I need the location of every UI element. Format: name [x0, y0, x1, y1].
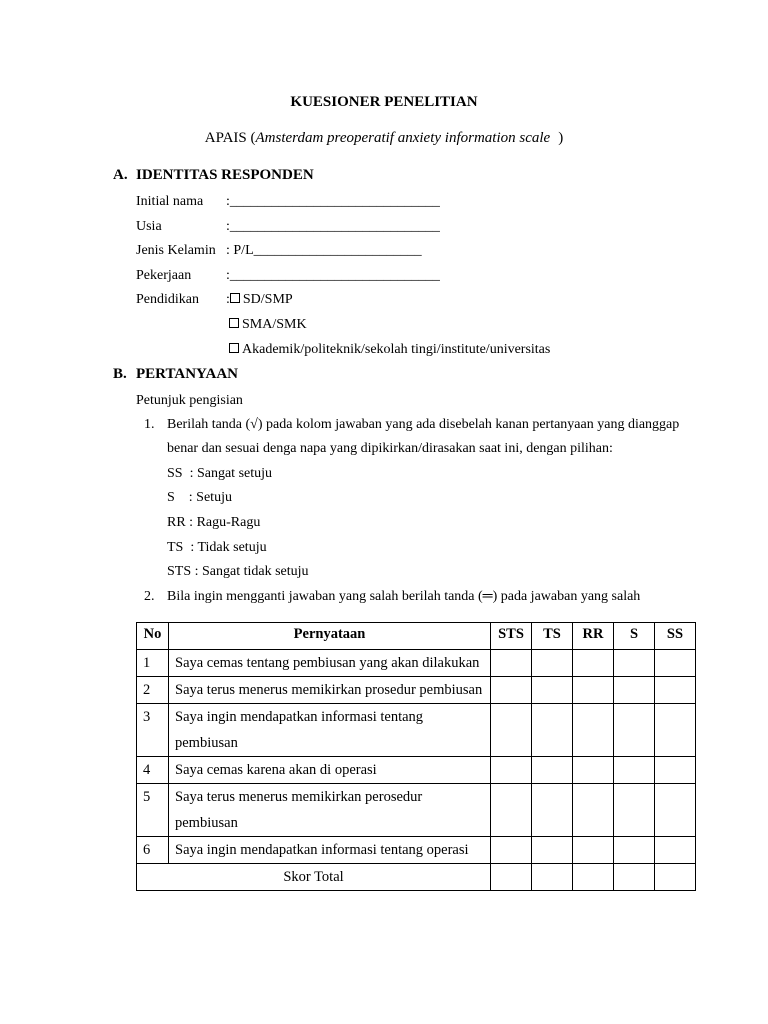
instruction-2-text: Bila ingin mengganti jawaban yang salah berilah tanda (═) pada jawaban yang salah — [167, 589, 641, 604]
education-option-2[interactable] — [229, 317, 307, 333]
table-row — [137, 837, 696, 864]
subtitle-suffix: ) — [558, 130, 564, 146]
row-number: 5 — [137, 784, 169, 837]
answer-cell-rr[interactable] — [573, 837, 614, 864]
answer-cell-ss[interactable] — [655, 704, 696, 757]
total-cell-ss[interactable] — [655, 864, 696, 891]
section-a-title: IDENTITAS RESPONDEN — [136, 167, 314, 183]
page-title: KUESIONER PENELITIAN — [290, 94, 478, 110]
field-initial-blank[interactable]: :______________________________ — [226, 194, 440, 209]
education-option-3[interactable] — [229, 342, 550, 358]
checkbox-icon[interactable] — [229, 318, 239, 328]
answer-cell-sts[interactable] — [491, 837, 532, 864]
field-label-pendidikan: Pendidikan — [136, 292, 199, 307]
education-option-1[interactable] — [226, 292, 293, 308]
row-statement-line2: pembiusan — [175, 735, 238, 751]
page-subtitle — [0, 130, 768, 147]
education-option-label: Akademik/politeknik/sekolah tingi/institute/universitas — [242, 342, 551, 357]
field-label-gender: Jenis Kelamin — [136, 243, 216, 258]
row-statement: Saya ingin mendapatkan informasi tentang operasi — [169, 837, 491, 864]
section-b-letter: B. — [113, 366, 127, 382]
row-statement: Saya cemas tentang pembiusan yang akan dilakukan — [169, 650, 491, 677]
field-label-usia: Usia — [136, 219, 162, 234]
table-row — [137, 650, 696, 677]
instruction-1-line1: Berilah tanda (√) pada kolom jawaban yang ada disebelah kanan pertanyaan yang dianggap — [167, 417, 680, 432]
education-colon: : — [226, 292, 230, 307]
row-number: 2 — [137, 677, 169, 704]
table-row — [137, 677, 696, 704]
header-ts: TS — [532, 623, 573, 650]
scale-rr: RR : Ragu-Ragu — [167, 515, 261, 530]
field-pekerjaan-blank[interactable]: :______________________________ — [226, 268, 440, 283]
row-statement: Saya terus menerus memikirkan prosedur pembiusan — [169, 677, 491, 704]
total-label: Skor Total — [137, 864, 491, 891]
education-option-label: SMA/SMK — [242, 317, 307, 332]
answer-cell-rr[interactable] — [573, 650, 614, 677]
answer-cell-ts[interactable] — [532, 784, 573, 837]
answer-cell-sts[interactable] — [491, 704, 532, 757]
field-label-pekerjaan: Pekerjaan — [136, 268, 192, 283]
answer-cell-s[interactable] — [614, 650, 655, 677]
answer-cell-ss[interactable] — [655, 837, 696, 864]
row-number: 4 — [137, 757, 169, 784]
row-statement: Saya cemas karena akan di operasi — [169, 757, 491, 784]
questionnaire-table — [136, 622, 696, 891]
education-option-label: SD/SMP — [242, 292, 293, 307]
answer-cell-rr[interactable] — [573, 704, 614, 757]
header-no: No — [137, 623, 169, 650]
row-statement-line1: Saya ingin mendapatkan informasi tentang — [175, 709, 424, 725]
subtitle-italic: Amsterdam preoperatif anxiety information scale — [255, 130, 551, 146]
answer-cell-ts[interactable] — [532, 837, 573, 864]
answer-cell-sts[interactable] — [491, 757, 532, 784]
field-usia-blank[interactable]: :______________________________ — [226, 219, 440, 234]
header-pernyataan: Pernyataan — [169, 623, 491, 650]
answer-cell-ss[interactable] — [655, 757, 696, 784]
answer-cell-rr[interactable] — [573, 784, 614, 837]
row-number: 3 — [137, 704, 169, 757]
total-cell-rr[interactable] — [573, 864, 614, 891]
total-row — [137, 864, 696, 891]
answer-cell-sts[interactable] — [491, 784, 532, 837]
scale-sts: STS : Sangat tidak setuju — [167, 564, 309, 579]
row-number: 1 — [137, 650, 169, 677]
table-row — [137, 704, 696, 757]
row-statement-line1: Saya terus menerus memikirkan perosedur — [175, 789, 423, 805]
answer-cell-ts[interactable] — [532, 757, 573, 784]
scale-ts: TS : Tidak setuju — [167, 540, 267, 555]
field-gender-blank[interactable]: : P/L________________________ — [226, 243, 422, 258]
table-row — [137, 784, 696, 837]
header-ss: SS — [655, 623, 696, 650]
row-statement — [169, 704, 491, 757]
answer-cell-s[interactable] — [614, 757, 655, 784]
header-rr: RR — [573, 623, 614, 650]
answer-cell-ts[interactable] — [532, 704, 573, 757]
answer-cell-ss[interactable] — [655, 784, 696, 837]
checkbox-icon[interactable] — [230, 293, 240, 303]
section-b-title: PERTANYAAN — [136, 366, 238, 382]
table-row — [137, 757, 696, 784]
instruction-1-line2: benar dan sesuai denga napa yang dipikirkan/dirasakan saat ini, dengan pilihan: — [167, 441, 613, 456]
answer-cell-ss[interactable] — [655, 677, 696, 704]
answer-cell-s[interactable] — [614, 704, 655, 757]
answer-cell-s[interactable] — [614, 784, 655, 837]
scale-ss: SS : Sangat setuju — [167, 466, 273, 481]
answer-cell-s[interactable] — [614, 837, 655, 864]
answer-cell-s[interactable] — [614, 677, 655, 704]
checkbox-icon[interactable] — [229, 343, 239, 353]
answer-cell-sts[interactable] — [491, 650, 532, 677]
header-s: S — [614, 623, 655, 650]
answer-cell-ss[interactable] — [655, 650, 696, 677]
answer-cell-rr[interactable] — [573, 757, 614, 784]
instructions-title: Petunjuk pengisian — [136, 393, 243, 408]
subtitle-prefix: APAIS ( — [204, 130, 256, 146]
answer-cell-ts[interactable] — [532, 677, 573, 704]
table-header-row — [137, 623, 696, 650]
instruction-2-number: 2. — [144, 589, 155, 604]
total-cell-sts[interactable] — [491, 864, 532, 891]
answer-cell-sts[interactable] — [491, 677, 532, 704]
answer-cell-ts[interactable] — [532, 650, 573, 677]
row-number: 6 — [137, 837, 169, 864]
section-a-letter: A. — [113, 167, 128, 183]
answer-cell-rr[interactable] — [573, 677, 614, 704]
row-statement — [169, 784, 491, 837]
scale-s: S : Setuju — [167, 490, 232, 505]
header-sts: STS — [491, 623, 532, 650]
row-statement-line2: pembiusan — [175, 815, 238, 831]
total-cell-ts[interactable] — [532, 864, 573, 891]
field-label-initial: Initial nama — [136, 194, 204, 209]
total-cell-s[interactable] — [614, 864, 655, 891]
instruction-1-number: 1. — [144, 417, 155, 432]
